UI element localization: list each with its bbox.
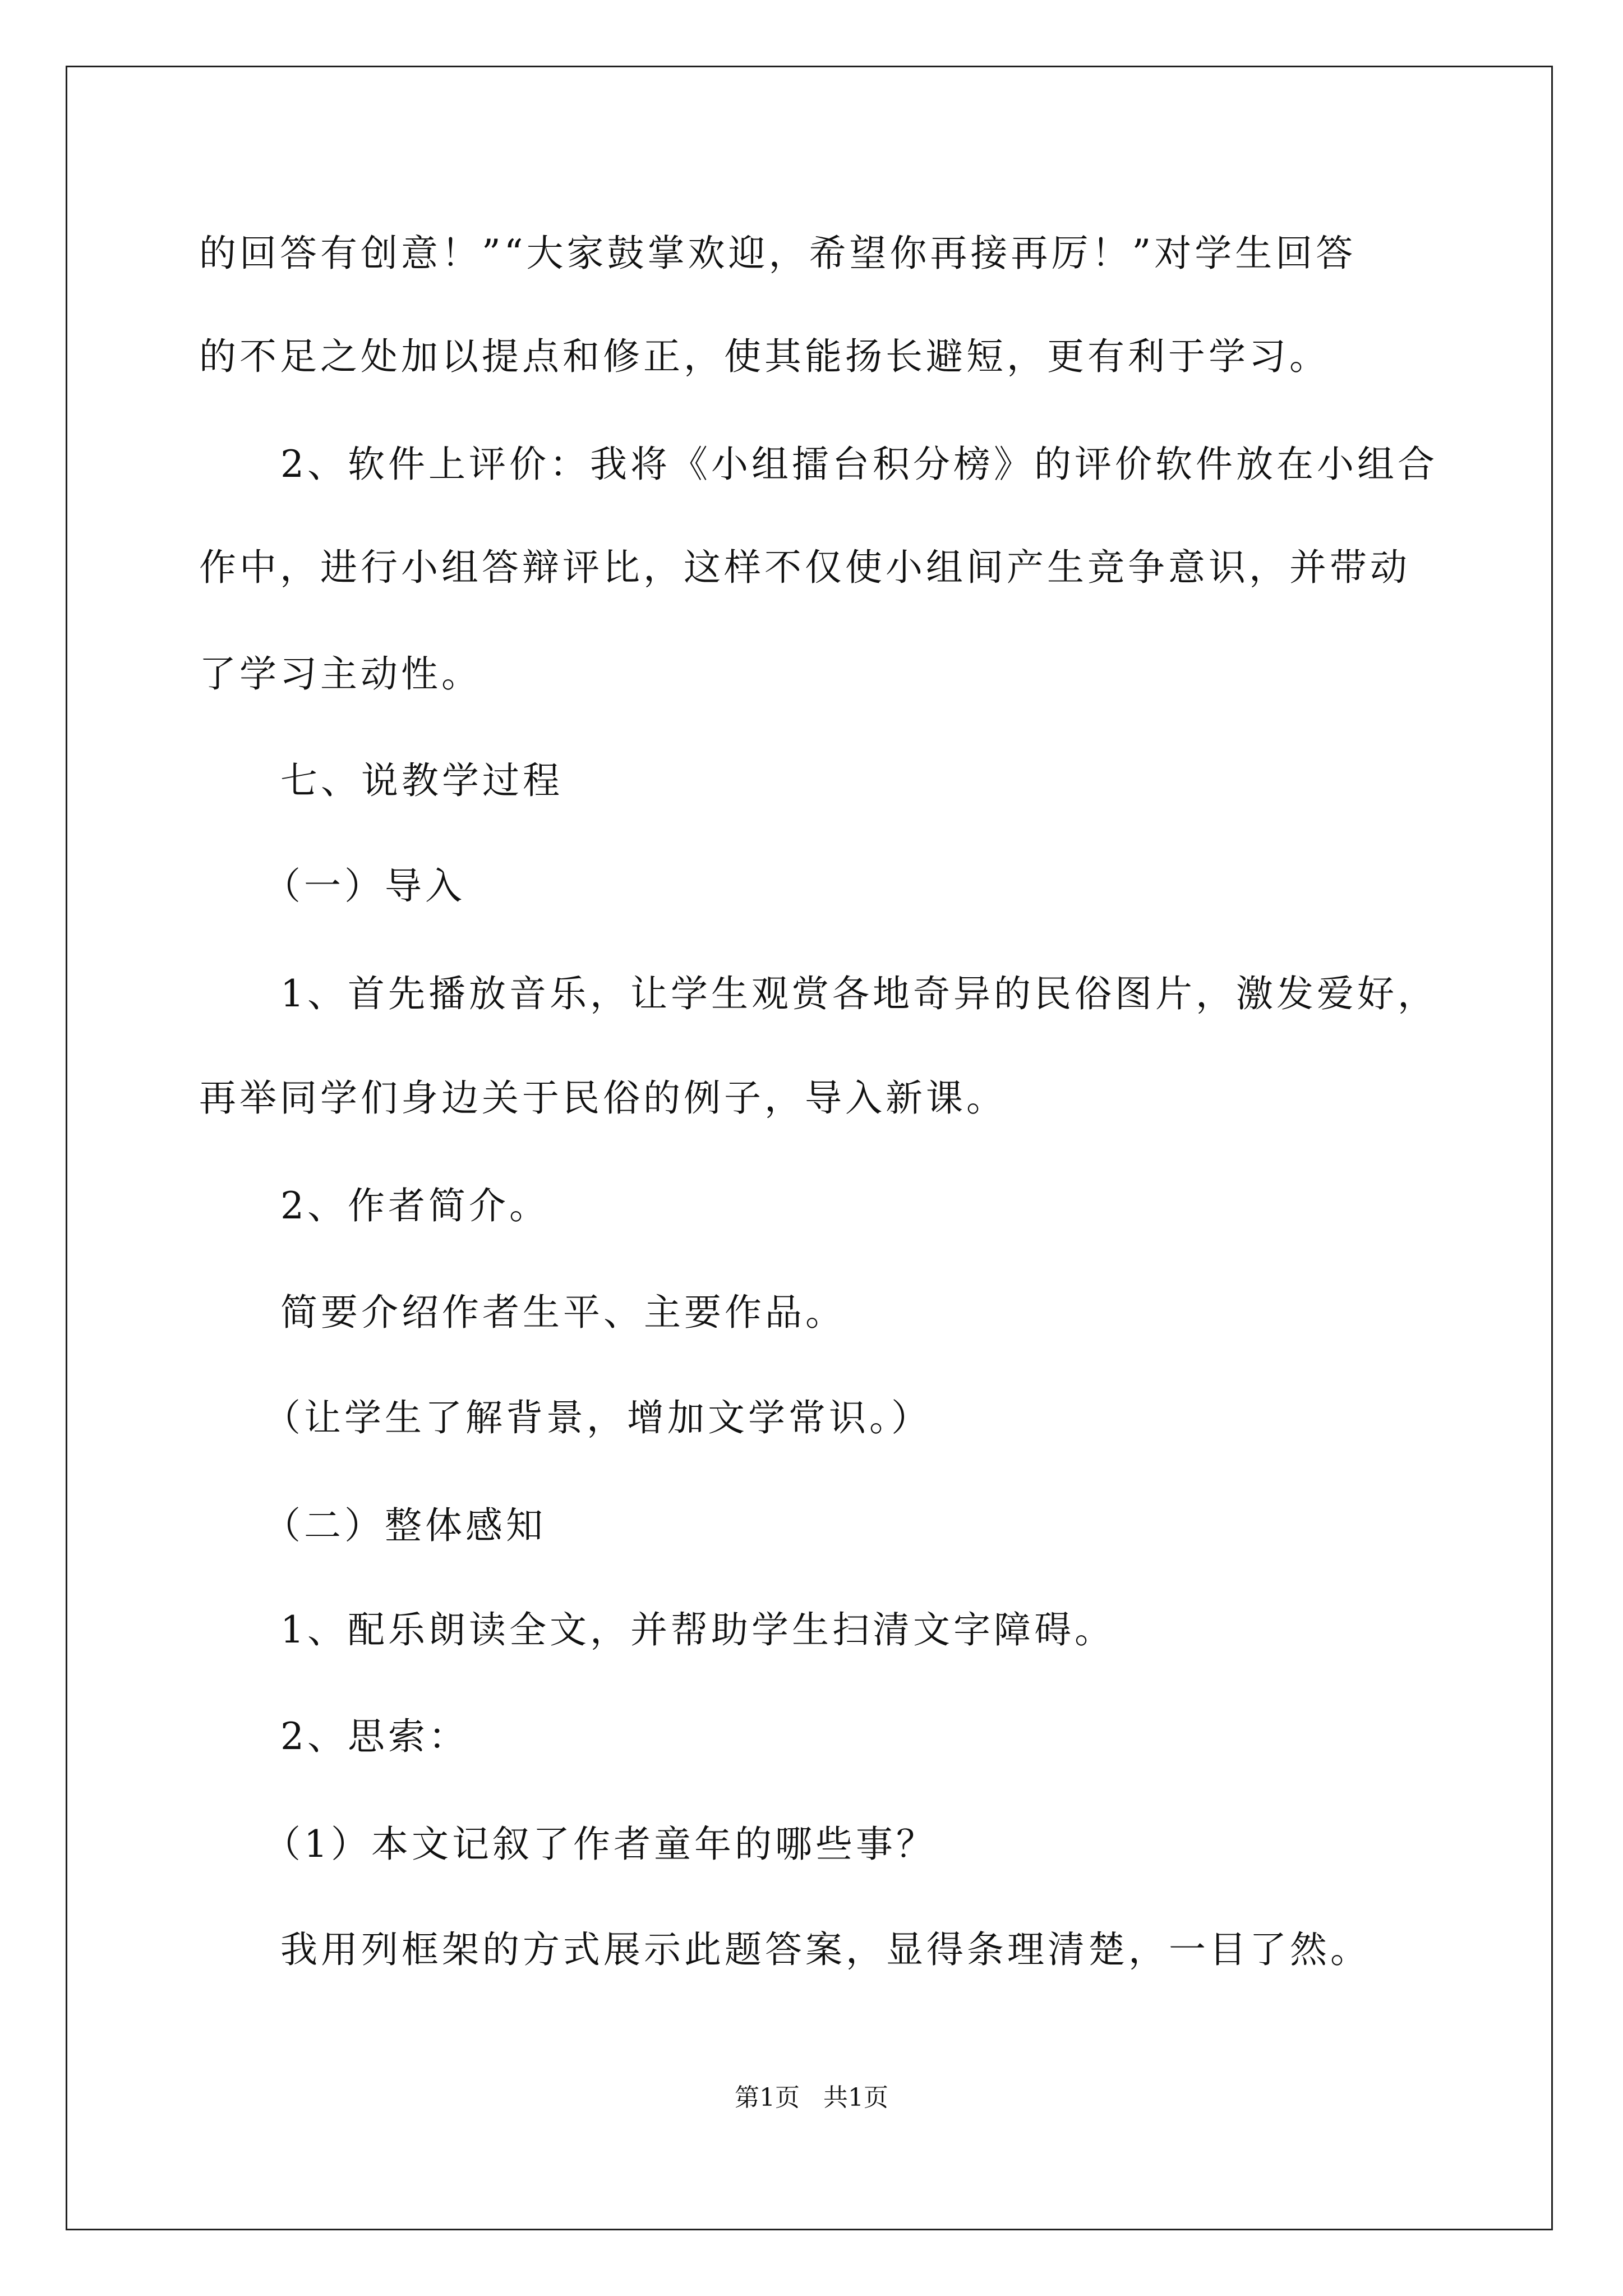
subsection-heading-1: （一）导入 [264,864,465,908]
text-line-15: 2、思索： [280,1715,469,1758]
page-footer: 第1页 共1页 [735,2083,888,2112]
text-line-1: 的回答有创意！”“大家鼓掌欢迎，希望你再接再厉！”对学生回答 [199,232,1357,275]
section-heading: 七、说教学过程 [280,759,563,802]
text-line-8: 1、首先播放音乐，让学生观赏各地奇异的民俗图片，激发爱好， [280,972,1438,1015]
subsection-heading-2: （二）整体感知 [264,1504,546,1547]
text-line-10: 2、作者简介。 [280,1184,550,1227]
text-line-16: （1）本文记叙了作者童年的哪些事？ [264,1823,937,1866]
text-line-11: 简要介绍作者生平、主要作品。 [280,1291,846,1334]
text-line-17: 我用列框架的方式展示此题答案，显得条理清楚，一目了然。 [280,1928,1371,1971]
text-line-5: 了学习主动性。 [199,652,482,696]
text-line-4: 作中，进行小组答辩评比，这样不仅使小组间产生竞争意识，并带动 [199,546,1410,589]
page-border [66,66,1553,2230]
text-line-3: 2、软件上评价：我将《小组擂台积分榜》的评价软件放在小组合 [280,443,1438,486]
text-line-12: （让学生了解背景，增加文学常识。） [264,1396,932,1439]
text-line-2: 的不足之处加以提点和修正，使其能扬长避短，更有利于学习。 [199,335,1330,378]
text-line-9: 再举同学们身边关于民俗的例子，导入新课。 [199,1076,1007,1120]
text-line-14: 1、配乐朗读全文，并帮助学生扫清文字障碍。 [280,1608,1115,1651]
